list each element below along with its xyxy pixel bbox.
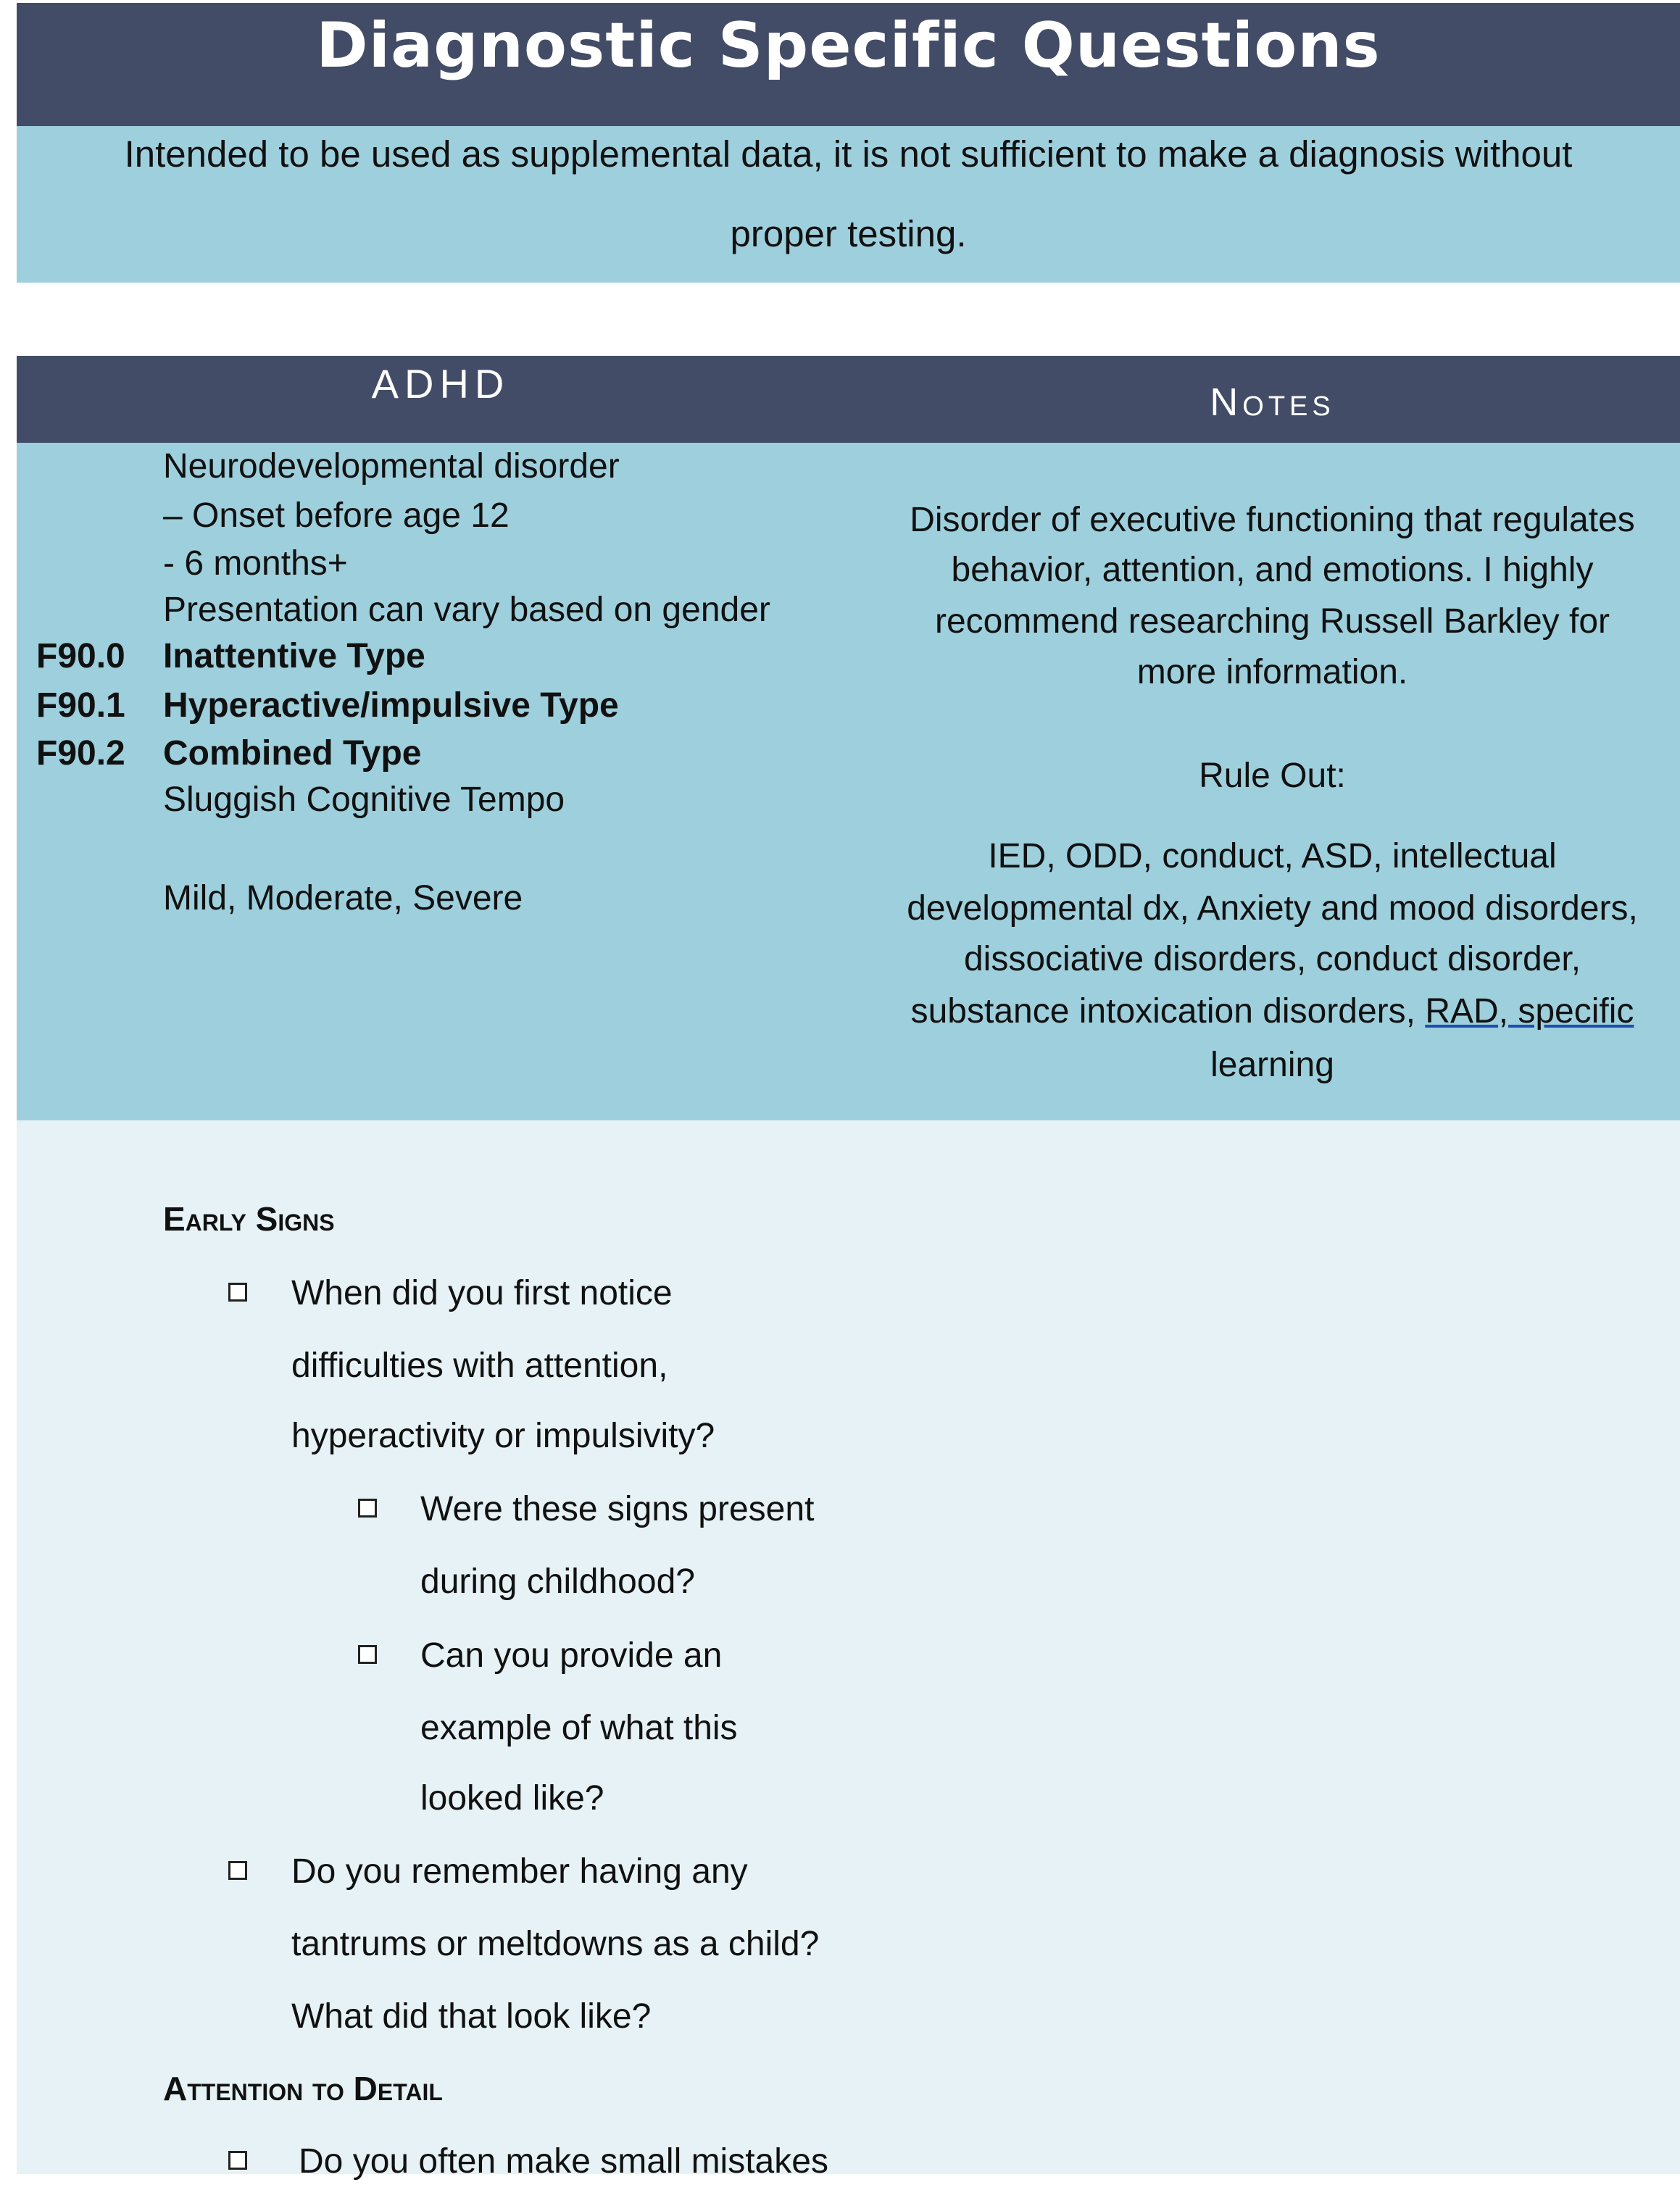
diagnosis-code: F90.0 (36, 637, 125, 675)
rule-out-line: developmental dx, Anxiety and mood disorders, (907, 889, 1638, 928)
diagnosis-type: Inattentive Type (163, 637, 425, 675)
checkbox[interactable] (228, 1283, 247, 1302)
question-line: Do you often make small mistakes (299, 2142, 828, 2181)
info-line: – Onset before age 12 (163, 496, 510, 535)
question-line: during childhood? (420, 1562, 695, 1601)
info-line: - 6 months+ (163, 544, 348, 583)
diagnosis-code: F90.1 (36, 686, 125, 725)
section-heading-attention-to-detail: Attention to Detail (163, 2070, 443, 2107)
rule-out-line (865, 988, 1680, 1035)
checkbox[interactable] (228, 1861, 247, 1880)
section-heading-early-signs: Early Signs (163, 1200, 335, 1238)
severity-levels: Mild, Moderate, Severe (163, 879, 523, 917)
rule-out-line: learning (1210, 1046, 1334, 1084)
intro-line-2: proper testing. (730, 213, 967, 254)
intro-text: Intended to be used as supplemental data, it is not sufficient to make a diagnosis without (124, 133, 1573, 175)
diagnosis-type: Combined Type (163, 734, 422, 773)
question-line: Were these signs present (420, 1490, 815, 1528)
rule-out-label: Rule Out: (1199, 757, 1346, 795)
diagnosis-type: Hyperactive/impulsive Type (163, 686, 619, 725)
question-line: looked like? (420, 1779, 604, 1818)
column-header-adhd: ADHD (371, 361, 510, 407)
question-line: Can you provide an (420, 1636, 723, 1675)
question-line: hyperactivity or impulsivity? (291, 1417, 715, 1455)
diagnosis-code: F90.2 (36, 734, 125, 773)
checkbox[interactable] (358, 1645, 377, 1664)
info-extra: Sluggish Cognitive Tempo (163, 780, 565, 819)
questions-section (17, 1120, 1680, 2174)
rule-out-line: IED, ODD, conduct, ASD, intellectual (988, 837, 1557, 875)
checkbox[interactable] (228, 2151, 247, 2170)
notes-description-line: Disorder of executive functioning that regulates (910, 501, 1635, 539)
checkbox[interactable] (358, 1499, 377, 1518)
page-title: Diagnostic Specific Questions (316, 9, 1381, 82)
rule-out-link[interactable]: RAD, specific (1425, 992, 1634, 1031)
question-line: What did that look like? (291, 1997, 652, 2036)
intro-line-1 (17, 129, 1680, 180)
column-header-notes: Notes (1210, 380, 1335, 424)
question-line: Do you remember having any (291, 1852, 748, 1891)
notes-description-line: behavior, attention, and emotions. I highly (951, 551, 1594, 589)
rule-out-line: dissociative disorders, conduct disorder, (963, 940, 1581, 978)
notes-description-line: recommend researching Russell Barkley for (934, 602, 1610, 641)
notes-description-line: more information. (1136, 653, 1408, 691)
question-line: When did you first notice (291, 1274, 673, 1312)
question-line: tantrums or meltdowns as a child? (291, 1925, 820, 1963)
question-line: example of what this (420, 1709, 738, 1747)
question-line: difficulties with attention, (291, 1346, 668, 1385)
rule-out-text: substance intoxication disorders, (910, 992, 1426, 1031)
info-line: Presentation can vary based on gender (163, 591, 770, 629)
info-line: Neurodevelopmental disorder (163, 447, 620, 486)
